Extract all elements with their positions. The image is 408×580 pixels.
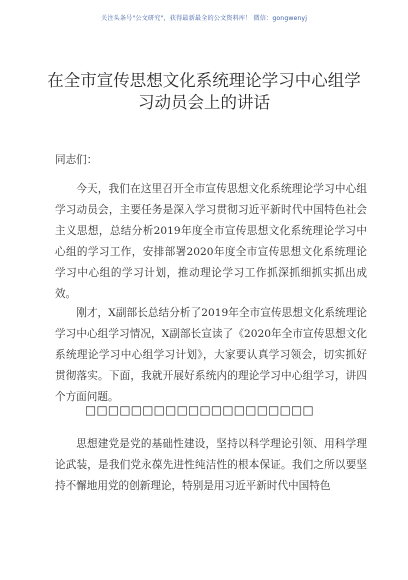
paragraph-2: 刚才，X副部长总结分析了2019年全市宣传思想文化系统理论学习中心组学习情况，X副部长宣读了《2020年全市宣传思想文化系统理论学习中心组学习计划》，大家要认真学习领会，切实抓好贯彻落实。下面，我就开展好系统内的理论学习中心组学习，讲四个方面问题。 <box>55 307 367 403</box>
section-heading: □□□□□□□□□□□□□□□□□□□□ <box>85 403 314 417</box>
paragraph-1: 今天，我们在这里召开全市宣传思想文化系统理论学习中心组学习动员会，主要任务是深入学习贯彻习近平新时代中国特色社会主义思想，总结分析2019年度全市宣传思想文化系统理论学习中心组的学习工作，安排部署2020年度全市宣传思想文化系统理论学习中心组的学习计划，推动理论学习工作抓深抓细抓实抓出成效。 <box>55 183 367 300</box>
greeting: 同志们： <box>55 154 98 166</box>
document-title: 在全市宣传思想文化系统理论学习中心组学习动员会上的讲话 <box>47 71 361 112</box>
header-notice: 关注头条号"公文研究"，获得最新最全的公文资料库！ 微信：gongwenyj <box>100 15 308 22</box>
paragraph-3: 思想建党是党的基础性建设，坚持以科学理论引领、用科学理论武装，是我们党永葆先进性纯洁性的根本保证。我们之所以要坚持不懈地用党的创新理论，特别是用习近平新时代中国特色 <box>55 438 367 492</box>
